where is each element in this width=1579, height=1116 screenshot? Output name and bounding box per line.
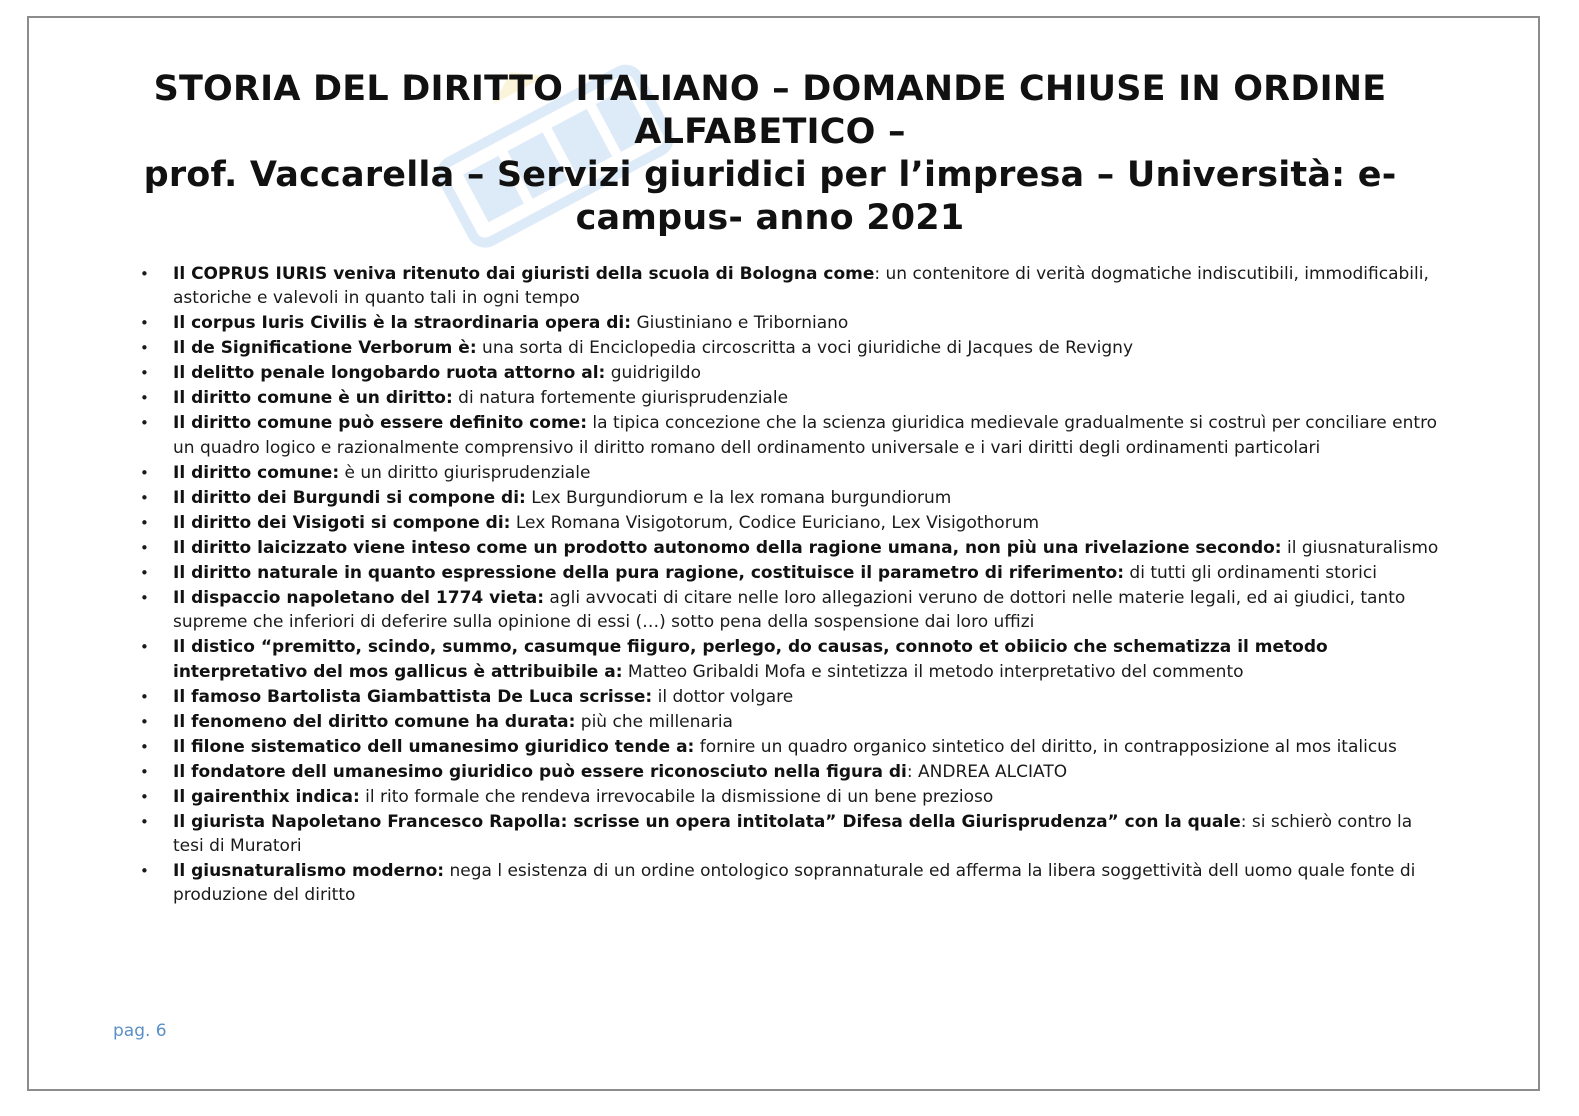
question-text: Il diritto comune: — [173, 462, 340, 483]
bullet-icon: • — [140, 513, 149, 532]
list-item — [140, 685, 1440, 709]
bullet-icon: • — [140, 588, 149, 607]
answer-text: : un contenitore di verità dogmatiche indiscutibili, immodificabili, astoriche e valevoli in quanto tali in ogni tempo — [173, 264, 1429, 309]
question-text: Il delitto penale longobardo ruota attorno al: — [173, 363, 606, 384]
list-item — [140, 735, 1440, 759]
bullet-icon: • — [140, 265, 149, 283]
answer-text: una sorta di Enciclopedia circoscritta a voci giuridiche di Jacques de Revigny — [476, 338, 1134, 359]
question-text: Il de Significatione Verborum è: — [173, 338, 477, 359]
question-text: Il diritto comune è un diritto: — [173, 388, 453, 409]
bullet-icon: • — [140, 712, 149, 731]
answer-text: più che millenaria — [575, 711, 733, 732]
answer-text: Giustiniano e Triborniano — [631, 313, 849, 334]
question-text: Il diritto comune può essere definito come: — [173, 413, 588, 434]
title-line-1: STORIA DEL DIRITTO ITALIANO – DOMANDE CHIUSE IN ORDINE — [153, 69, 1387, 109]
list-item — [140, 486, 1440, 510]
list-item — [140, 361, 1440, 385]
question-text: Il fenomeno del diritto comune ha durata: — [173, 711, 576, 732]
list-item — [140, 411, 1440, 460]
question-text: Il diritto dei Burgundi si compone di: — [173, 487, 526, 508]
list-item — [140, 511, 1440, 535]
question-text: Il gairenthix indica: — [173, 786, 360, 807]
list-item — [140, 785, 1440, 809]
list-item — [140, 386, 1440, 410]
question-text: Il filone sistematico dell umanesimo giuridico tende a: — [173, 736, 695, 757]
question-text: Il fondatore dell umanesimo giuridico può essere riconosciuto nella figura di — [173, 761, 907, 782]
bullet-icon: • — [140, 638, 149, 657]
list-item — [140, 262, 1440, 311]
answer-text: Lex Romana Visigotorum, Codice Euriciano, Lex Visigothorum — [510, 512, 1040, 533]
answer-text: di natura fortemente giurisprudenziale — [452, 388, 789, 409]
question-text: Il dispaccio napoletano del 1774 vieta: — [173, 587, 544, 608]
bullet-icon: • — [140, 314, 149, 333]
list-item — [140, 859, 1440, 908]
title-line-2: ALFABETICO – — [634, 112, 906, 152]
question-text: Il famoso Bartolista Giambattista De Luca scrisse: — [173, 686, 653, 707]
list-item — [140, 461, 1440, 485]
bullet-icon: • — [140, 488, 149, 507]
answer-text: : ANDREA ALCIATO — [906, 761, 1068, 782]
bullet-icon: • — [140, 463, 149, 482]
list-item — [140, 586, 1440, 635]
page-number: pag. 6 — [113, 1021, 167, 1041]
answer-text: la tipica concezione che la scienza giuridica medievale gradualmente si costruì per conciliare entro un quadro logico e razionalmente comprensivo il diritto romano dell ordinamento universale e i vari diritti degli ordinamenti particolari — [173, 413, 1438, 458]
answer-text: guidrigildo — [605, 363, 701, 384]
bullet-icon: • — [140, 812, 149, 831]
answer-text: è un diritto giurisprudenziale — [339, 462, 591, 483]
bullet-icon: • — [140, 339, 149, 358]
list-item — [140, 561, 1440, 585]
answer-text: il rito formale che rendeva irrevocabile la dismissione di un bene prezioso — [359, 786, 994, 807]
bullet-icon: • — [140, 414, 149, 433]
question-text: Il COPRUS IURIS veniva ritenuto dai giuristi della scuola di Bologna come — [173, 264, 875, 284]
answer-text: Lex Burgundiorum e la lex romana burgundiorum — [525, 487, 952, 508]
list-item — [140, 336, 1440, 360]
question-text: Il diritto naturale in quanto espressione della pura ragione, costituisce il parametro di riferimento: — [173, 562, 1124, 583]
bullet-icon: • — [140, 762, 149, 781]
bullet-icon: • — [140, 389, 149, 408]
title-line-4: campus- anno 2021 — [575, 198, 965, 238]
document-title — [100, 68, 1440, 240]
list-item — [140, 760, 1440, 784]
list-item — [140, 635, 1440, 684]
question-text: Il diritto laicizzato viene inteso come un prodotto autonomo della ragione umana, non più una rivelazione secondo: — [173, 537, 1282, 558]
answer-text: : si schierò contro la tesi di Muratori — [173, 811, 1413, 857]
bullet-icon: • — [140, 787, 149, 806]
answer-text: Matteo Gribaldi Mofa e sintetizza il metodo interpretativo del commento — [622, 661, 1244, 682]
question-text: Il distico “premitto, scindo, summo, casumque fiiguro, perlego, do causas, connoto et obiicio che schematizza il metodo interpretativo del mos gallicus è attribuibile a: — [173, 637, 1328, 682]
answer-text: fornire un quadro organico sintetico del diritto, in contrapposizione al mos italicus — [694, 736, 1397, 757]
list-item — [140, 311, 1440, 335]
bullet-icon: • — [140, 687, 149, 706]
bullet-icon: • — [140, 538, 149, 557]
question-text: Il corpus Iuris Civilis è la straordinaria opera di: — [173, 313, 632, 334]
answer-text: agli avvocati di citare nelle loro allegazioni veruno de dottori nelle materie legali, ed ai giudici, tanto supreme che inferiori di deferire sulla opinione di essi (…) sotto pena della sospensione dai loro uffizi — [173, 587, 1406, 633]
answer-text: il giusnaturalismo — [1281, 537, 1439, 558]
answer-text: di tutti gli ordinamenti storici — [1124, 562, 1377, 583]
list-item — [140, 536, 1440, 560]
list-item — [140, 810, 1440, 859]
bullet-icon: • — [140, 364, 149, 383]
bullet-icon: • — [140, 563, 149, 582]
bullet-icon: • — [140, 737, 149, 756]
question-answer-list — [140, 262, 1440, 908]
answer-text: nega l esistenza di un ordine ontologico soprannaturale ed afferma la libera soggettività dell uomo quale fonte di produzione del diritto — [173, 861, 1416, 906]
question-text: Il giusnaturalismo moderno: — [173, 861, 445, 882]
list-item — [140, 710, 1440, 734]
title-line-3: prof. Vaccarella – Servizi giuridici per l’impresa – Università: e- — [143, 155, 1397, 195]
question-text: Il diritto dei Visigoti si compone di: — [173, 512, 511, 533]
bullet-icon: • — [140, 862, 149, 881]
question-text: Il giurista Napoletano Francesco Rapolla: scrisse un opera intitolata” Difesa della Giurisprudenza” con la quale — [173, 811, 1241, 832]
answer-text: il dottor volgare — [652, 686, 794, 707]
